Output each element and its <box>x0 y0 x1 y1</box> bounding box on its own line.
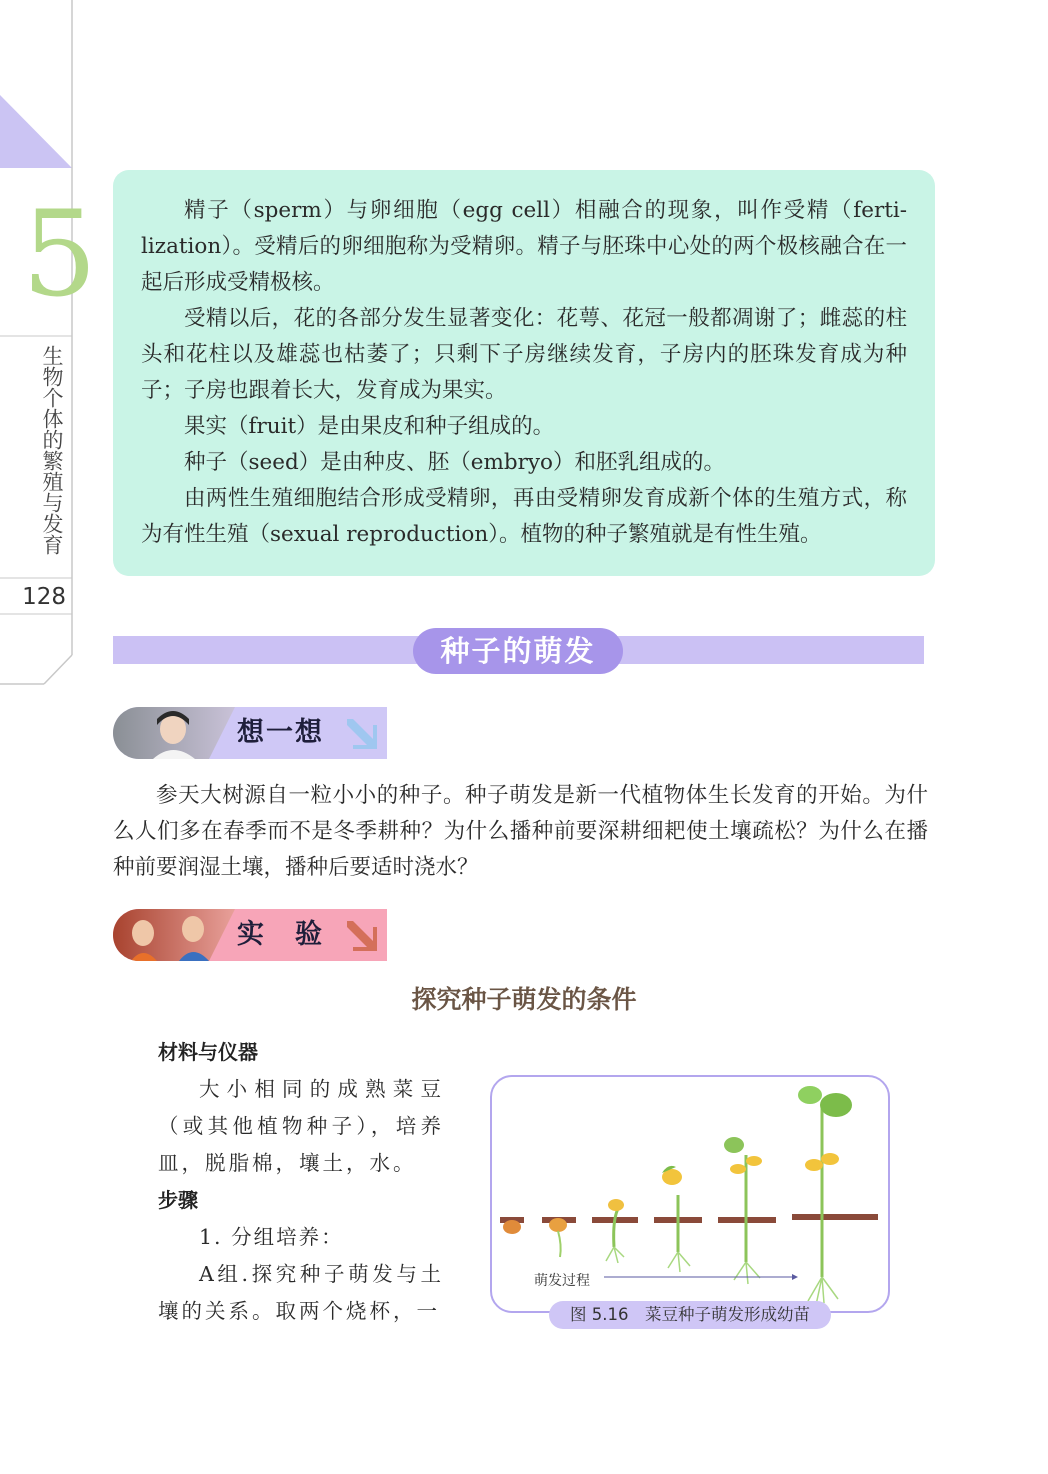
definition-paragraph: 种子（seed）是由种皮、胚（embryo）和胚乳组成的。 <box>184 450 725 475</box>
experiment-badge <box>113 909 387 961</box>
figure-caption: 图 5.16 菜豆种子萌发形成幼苗 <box>549 1301 831 1329</box>
arrow-down-right-icon <box>343 917 379 953</box>
experiment-title: 探究种子萌发的条件 <box>411 985 637 1014</box>
germination-figure <box>490 1075 890 1313</box>
definition-paragraph: 果实（fruit）是由果皮和种子组成的。 <box>184 414 555 439</box>
students-photo-icon <box>113 909 243 961</box>
materials-text: 大小相同的成熟菜豆（或其他植物种子），培养皿，脱脂棉，壤土，水。 <box>158 1077 444 1175</box>
think-paragraph: 参天大树源自一粒小小的种子。种子萌发是新一代植物体生长发育的开始。为什么人们多在春季而不是冬季耕种？为什么播种前要深耕细耙使土壤疏松？为什么在播种前要润湿土壤，播种后要适时浇水？ <box>113 783 928 880</box>
steps-heading: 步骤 <box>158 1188 198 1212</box>
materials-heading: 材料与仪器 <box>158 1040 258 1064</box>
student-photo-icon <box>113 707 243 759</box>
definition-paragraph: 受精以后，花的各部分发生显著变化：花萼、花冠一般都凋谢了；雌蕊的柱头和花柱以及雄蕊也枯萎了；只剩下子房继续发育，子房内的胚珠发育成为种子；子房也跟着长大，发育成为果实。 <box>141 306 907 403</box>
chapter-number: 5 <box>22 185 98 323</box>
think-badge <box>113 707 387 759</box>
experiment-label: 实 验 <box>237 919 324 950</box>
think-text-block <box>113 778 928 886</box>
arrow-down-right-icon <box>343 715 379 751</box>
group-a-text: A组.探究种子萌发与土壤的关系。取两个烧杯，一 <box>158 1262 444 1323</box>
experiment-text-column <box>158 1034 444 1330</box>
process-label: 萌发过程 <box>534 1273 590 1289</box>
definition-box <box>113 170 935 576</box>
think-label: 想一想 <box>237 717 324 748</box>
section-title: 种子的萌发 <box>413 628 623 674</box>
chapter-title: 生物个体的繁殖与发育 <box>40 345 64 555</box>
chapter-margin-tab <box>0 0 98 690</box>
definition-paragraph: 由两性生殖细胞结合形成受精卵，再由受精卵发育成新个体的生殖方式，称为有性生殖（sexual reproduction）。植物的种子繁殖就是有性生殖。 <box>141 486 907 547</box>
step-1: 1. 分组培养： <box>199 1225 344 1249</box>
definition-paragraph: 精子（sperm）与卵细胞（egg cell）相融合的现象，叫作受精（ferti-lization）。受精后的卵细胞称为受精卵。精子与胚珠中心处的两个极核融合在一起后形成受精极核。 <box>141 198 907 295</box>
page-number: 128 <box>22 584 66 610</box>
